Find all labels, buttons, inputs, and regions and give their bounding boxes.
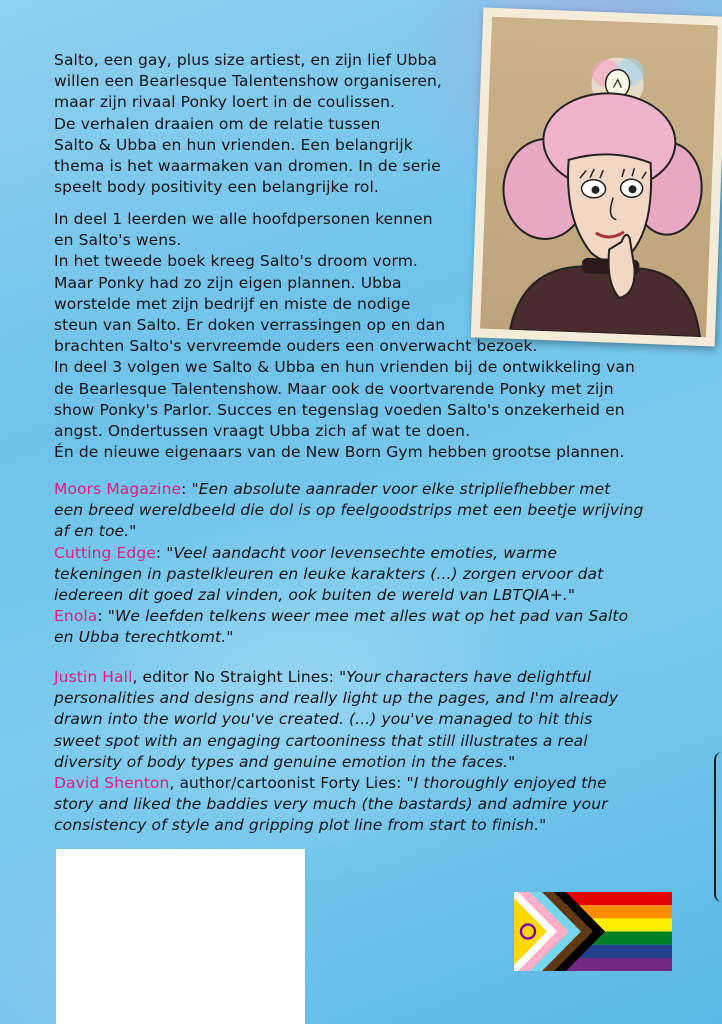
progress-pride-flag <box>514 892 672 971</box>
review-quote: tekeningen in pastelkleuren en leuke karakters (...) zorgen ervoor dat <box>54 564 604 583</box>
story-line: brachten Salto's vervreemde ouders een onverwacht bezoek. <box>54 337 538 356</box>
story-paragraph <box>54 209 635 463</box>
review-source: David Shenton <box>54 774 170 793</box>
intro-line: Salto & Ubba en hun vrienden. Een belangrijk <box>54 135 413 154</box>
review-source: Cutting Edge <box>54 543 156 562</box>
intro-line: thema is het waarmaken van dromen. In de serie <box>54 157 441 176</box>
intro-line: willen een Bearlesque Talentenshow organiseren, <box>54 72 442 91</box>
review-quote: sweet spot with an engaging cartooniness that still illustrates a real <box>54 731 588 750</box>
story-line: In het tweede boek kreeg Salto's droom vorm. <box>54 252 418 271</box>
review-quote: en Ubba terechtkomt." <box>54 628 234 647</box>
story-line: en Salto's wens. <box>54 231 182 250</box>
review-role: , editor No Straight Lines: <box>132 668 339 686</box>
reviews-dutch <box>54 479 643 649</box>
review-quote: iedereen dit goed zal vinden, ook buiten de wereld van LBTQIA+." <box>54 586 576 605</box>
intro-line: maar zijn rivaal Ponky loert in de coulissen. <box>54 93 396 112</box>
review-role: , author/cartoonist Forty Lies: <box>169 774 407 793</box>
review-quote: diversity of body types and genuine emotion in the faces." <box>54 752 516 771</box>
review-quote: "I thoroughly enjoyed the <box>406 774 607 793</box>
intro-line: Salto, een gay, plus size artiest, en zijn lief Ubba <box>54 51 438 69</box>
review-quote: consistency of style and gripping plot line from start to finish." <box>54 816 547 835</box>
story-line: In deel 1 leerden we alle hoofdpersonen kennen <box>54 210 433 228</box>
review-enola: Enola: "We leefden telkens weer mee met alles wat op het pad van Salto <box>54 607 629 626</box>
review-quote: drawn into the world you've created. (...) you've managed to hit this <box>54 710 593 729</box>
review-justin-hall <box>54 667 618 688</box>
story-line: Maar Ponky had zo zijn eigen plannen. Ubba <box>54 273 402 292</box>
story-line: steun van Salto. Er doken verrassingen op en dan <box>54 316 446 335</box>
story-line: Én de nieuwe eigenaars van de New Born Gym hebben grootse plannen. <box>54 443 625 462</box>
review-quote: "Your characters have delightful <box>338 668 592 686</box>
story-line: de Bearlesque Talentenshow. Maar ook de voortvarende Ponky met zijn <box>54 379 614 398</box>
intro-line: De verhalen draaien om de relatie tussen <box>54 114 381 133</box>
blank-white-box <box>56 849 305 1024</box>
story-line: worstelde met zijn bedrijf en miste de nodige <box>54 294 411 313</box>
review-cutting-edge: Cutting Edge: "Veel aandacht voor levensechte emoties, warme <box>54 543 557 562</box>
review-quote: story and liked the baddies very much (the bastards) and admire your <box>54 795 608 814</box>
review-moors: Moors Magazine: "Een absolute aanrader voor elke stripliefhebber met <box>54 480 611 498</box>
story-line: angst. Ondertussen vraagt Ubba zich af wat te doen. <box>54 422 471 441</box>
review-source: Justin Hall <box>54 668 133 686</box>
reviews-english <box>54 667 618 837</box>
review-quote: "Veel aandacht voor levensechte emoties, warme <box>166 543 557 562</box>
review-david-shenton <box>54 773 618 794</box>
review-quote: "Een absolute aanrader voor elke stripliefhebber met <box>191 480 611 498</box>
review-quote: "We leefden telkens weer mee met alles wat op het pad van Salto <box>107 607 629 626</box>
review-quote: personalities and designs and really light up the pages, and I'm already <box>54 689 619 708</box>
decorative-edge-line <box>714 752 722 902</box>
review-quote: een breed wereldbeeld die dol is op feelgoodstrips met een beetje wrijving <box>54 501 644 520</box>
story-line: show Ponky's Parlor. Succes en tegenslag voeden Salto's onzekerheid en <box>54 400 625 419</box>
story-line: In deel 3 volgen we Salto & Ubba en hun vrienden bij de ontwikkeling van <box>54 358 635 377</box>
review-quote: af en toe." <box>54 522 137 541</box>
review-source: Moors Magazine <box>54 480 182 498</box>
intro-paragraph <box>54 50 442 198</box>
review-source: Enola <box>54 607 98 626</box>
pride-flag-icon <box>514 892 672 971</box>
intro-line: speelt body positivity een belangrijke rol. <box>54 178 379 197</box>
